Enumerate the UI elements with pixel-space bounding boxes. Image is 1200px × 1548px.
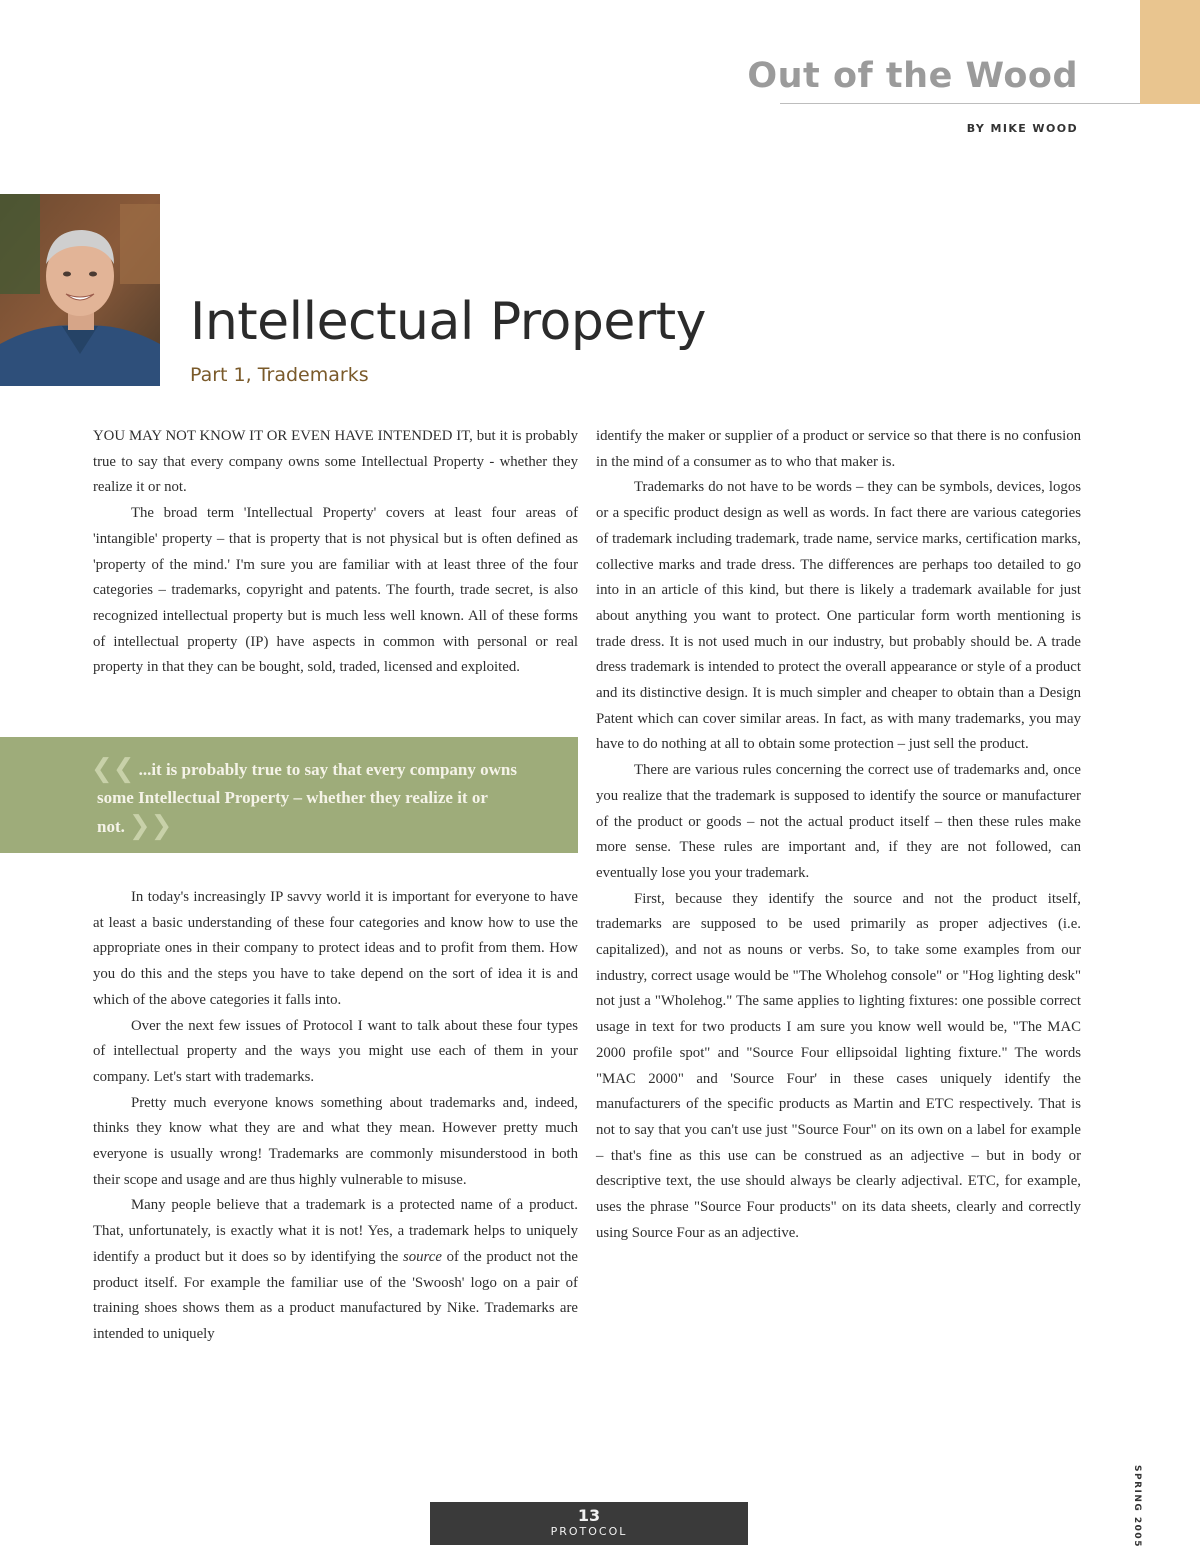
- open-quote-icon: ❮❮: [91, 754, 135, 784]
- article-subtitle: Part 1, Trademarks: [190, 364, 369, 386]
- magazine-name: PROTOCOL: [550, 1525, 628, 1538]
- article-title: Intellectual Property: [190, 292, 706, 352]
- paragraph: In today's increasingly IP savvy world it is important for everyone to have at least a basic understanding of these four categories and know how to use the appropriate ones in their company to protect ideas and to profit from them. How you do this and the steps you have to take depend on the sort of idea it is and which of the above categories it falls into.: [93, 889, 578, 1008]
- paragraph: YOU MAY NOT KNOW IT OR EVEN HAVE INTENDED IT, but it is probably true to say that every company owns some Intellectual Property - whether they realize it or not.: [93, 428, 578, 496]
- column-1-top: [93, 424, 578, 681]
- paragraph: Many people believe that a trademark is a protected name of a product. That, unfortunately, is exactly what it is not! Yes, a trademark helps to uniquely identify a product but it does so by identifying the source of the product not the product itself. For example the familiar use of the 'Swoosh' logo on a pair of training shoes shows them as a product manufactured by Nike. Trademarks are intended to uniquely: [93, 1197, 578, 1342]
- column-1-bottom: [93, 885, 578, 1348]
- paragraph: identify the maker or supplier of a product or service so that there is no confusion in the mind of a consumer as to who that maker is.: [596, 428, 1081, 470]
- paragraph: There are various rules concerning the correct use of trademarks and, once you realize that the trademark is supposed to identify the source or manufacturer of the product or goods – not the actual product itself – then these rules make more sense. These rules are important and, if they are not followed, can eventually lose you your trademark.: [596, 762, 1081, 881]
- column-2: [596, 424, 1081, 1247]
- page-footer: [430, 1502, 748, 1545]
- byline: BY MIKE WOOD: [966, 122, 1078, 135]
- section-tab: [1140, 0, 1200, 104]
- pullquote: [0, 737, 578, 853]
- paragraph: First, because they identify the source and not the product itself, trademarks are supposed to be used primarily as proper adjectives (i.e. capitalized), and not as nouns or verbs. So, to take some examples from our industry, correct usage would be "The Wholehog console" or "Hog lighting desk" not just a "Wholehog." The same applies to lighting fixtures: one possible correct usage in text for two products I am sure you know well would be, "The MAC 2000 profile spot" and "Source Four ellipsoidal lighting fixture." The words "MAC 2000" and 'Source Four' in these cases uniquely identify the manufacturers of the specific products as Martin and ETC respectively. That is not to say that you can't use just "Source Four" on its own on a label for example – that's fine as this use can be construed as an adjective – but in body or descriptive text, the use should always be clearly adjectival. ETC, for example, uses the phrase "Source Four products" on its data sheets, clearly and correctly using Source Four as an adjective.: [596, 890, 1081, 1241]
- issue-label: SPRING 2005: [1132, 1465, 1142, 1548]
- author-portrait-image: [0, 194, 160, 386]
- pullquote-text: ...it is probably true to say that every company owns some Intellectual Property – whether they realize it or not.: [97, 760, 517, 836]
- paragraph: Trademarks do not have to be words – they can be symbols, devices, logos or a specific product design as well as words. In fact there are various categories of trademark including trademark, trade name, service marks, certification marks, collective marks and trade dress. The differences are perhaps too detailed to go into in an article of this kind, but there is likely a trademark available for just about anything you want to protect. One particular form worth mentioning is trade dress. It is not used much in our industry, but probably should be. A trade dress trademark is intended to protect the overall appearance or style of a product and its distinctive design. It is much simpler and cheaper to obtain than a Design Patent which can cover similar areas. In fact, as with many trademarks, you may have to do nothing at all to obtain some protection – just sell the product.: [596, 479, 1081, 753]
- column-title: Out of the Wood: [747, 56, 1078, 96]
- paragraph: The broad term 'Intellectual Property' covers at least four areas of 'intangible' property – that is property that is not physical but is often defined as 'property of the mind.' I'm sure you are familiar with at least three of the four categories – trademarks, copyright and patents. The fourth, trade secret, is also recognized intellectual property but is much less well known. All of these forms of intellectual property (IP) have aspects in common with personal or real property in that they can be bought, sold, traded, licensed and exploited.: [93, 505, 578, 676]
- title-rule: [780, 103, 1140, 104]
- author-photo: [0, 194, 160, 386]
- close-quote-icon: ❯❯: [128, 811, 173, 841]
- paragraph: Pretty much everyone knows something about trademarks and, indeed, thinks they know what they are and what they mean. However pretty much everyone is usually wrong! Trademarks are commonly misunderstood in both their scope and usage and are thus highly vulnerable to misuse.: [93, 1094, 578, 1188]
- paragraph: Over the next few issues of Protocol I want to talk about these four types of intellectual property and the ways you might use each of them in your company. Let's start with trademarks.: [93, 1017, 578, 1085]
- page-number: 13: [577, 1506, 601, 1525]
